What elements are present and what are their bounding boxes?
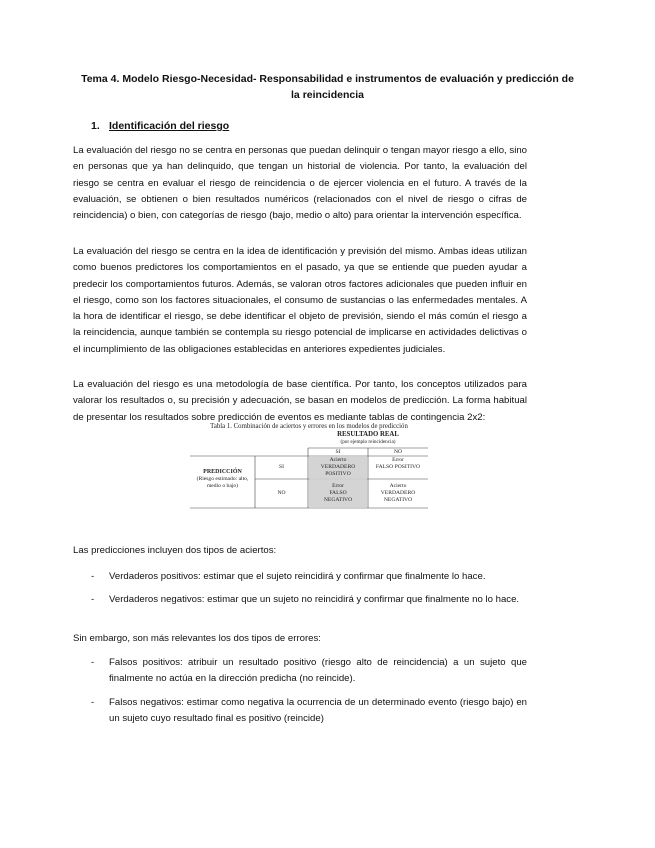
bullet-dash: - (91, 594, 95, 605)
paragraph-4: Las predicciones incluyen dos tipos de aciertos: (73, 545, 277, 556)
row-sublabel: (Riesgo estimado: alto, medio o bajo) (196, 476, 249, 489)
list-item-text: Verdaderos negativos: estimar que un sujeto no reincidirá y confirmar que finalmente no lo hace. (109, 594, 520, 605)
cell-tp-line3: POSITIVO (325, 471, 351, 477)
col-si: SI (335, 449, 341, 455)
paragraph-1: La evaluación del riesgo no se centra en personas que puedan delinquir o tengan mayor riesgo a ello, sino en personas que ya han delinquido, que tengan un historial de violencia. Por tanto, la evaluación del riesgo se centra en evaluar el riesgo de reincidencia o de ejercer violencia en el futuro. A través de la evaluación, se obtienen o bien resultados numéricos (relacionados con el nivel de riesgo o cifras de reincidencia) o bien, con categorías de riesgo (bajo, medio o alto) para orientar la intervención específica. (73, 145, 527, 222)
list-item (91, 569, 527, 585)
bullet-dash: - (91, 657, 95, 668)
section-number: 1. (91, 120, 100, 132)
cell-true-negative (368, 483, 428, 504)
bullet-dash: - (91, 571, 95, 582)
cell-tn-line3: NEGATIVO (383, 497, 413, 503)
list-item (91, 695, 527, 728)
list-item-text: Verdaderos positivos: estimar que el sujeto reincidirá y confirmar que finalmente lo hace. (109, 571, 486, 582)
cell-fp-line2: FALSO POSITIVO (375, 464, 421, 470)
row-label: PREDICCIÓN (203, 469, 242, 475)
list-item (91, 592, 527, 608)
list-item-text: Falsos positivos: atribuir un resultado positivo (riesgo alto de reincidencia) a un sujeto que finalmente no actúa en la dirección predicha (no reincide). (109, 657, 527, 685)
list-item (91, 655, 527, 688)
cell-fn-line1: Error (332, 483, 344, 489)
table-real-header: RESULTADO REAL (337, 431, 399, 438)
cell-tn-line2: VERDADERO (380, 490, 416, 496)
cell-fn-line3: NEGATIVO (323, 497, 353, 503)
cell-fn-line2: FALSO (329, 490, 347, 496)
col-no: NO (393, 449, 403, 455)
title-line-2: la reincidencia (291, 89, 364, 101)
cell-fp-line1: Error (392, 457, 404, 463)
paragraph-5: Sin embargo, son más relevantes los dos tipos de errores: (73, 633, 321, 644)
table-caption: Tabla 1. Combinación de aciertos y errores en los modelos de predicción (210, 423, 408, 430)
section-heading (91, 120, 229, 132)
paragraph-2: La evaluación del riesgo se centra en la idea de identificación y previsión del mismo. Ambas ideas utilizan como buenos predictores los comportamientos en el pasado, ya que se entiende que pueden ayudar a predecir los comportamientos futuros. Además, se valoran otros factores adicionales que pueden influir en el riesgo, como son los factores situacionales, el consumo de sustancias o las enfermedades mentales. A la hora de identificar el riesgo, se debe identificar el objeto de previsión, siendo el más común el riesgo a la reincidencia, aunque también se contempla su riesgo potencial de implicarse en actividades delictivas o el incumplimiento de las obligaciones establecidas en anteriores expedientes judiciales. (73, 246, 527, 355)
cell-false-positive (368, 457, 428, 471)
cell-true-positive (308, 457, 368, 478)
paragraph-3: La evaluación del riesgo es una metodología de base científica. Por tanto, los conceptos utilizados para valorar los resultados o, su precisión y adecuación, se basan en modelos de predicción. La forma habitual de presentar los resultados sobre predicción de eventos es mediante tablas de contingencia 2x2: (73, 379, 527, 423)
cell-false-negative (308, 483, 368, 504)
document-title (60, 71, 595, 103)
cell-tp-line1: Acierto (329, 457, 347, 463)
cell-tn-line1: Acierto (389, 483, 407, 489)
list-item-text: Falsos negativos: estimar como negativa la ocurrencia de un determinado evento (riesgo bajo) en un sujeto cuyo resultado final es positivo (reincide) (109, 697, 527, 725)
cell-tp-line2: VERDADERO (320, 464, 356, 470)
title-line-1: Tema 4. Modelo Riesgo-Necesidad- Responsabilidad e instrumentos de evaluación y predicción de (81, 73, 574, 85)
row-no: NO (277, 490, 286, 496)
bullet-dash: - (91, 697, 95, 708)
section-label: Identificación del riesgo (109, 120, 230, 132)
table-real-subheader: (por ejemplo reincidencia) (340, 439, 396, 445)
row-si: SI (279, 464, 284, 470)
contingency-table (190, 423, 428, 531)
